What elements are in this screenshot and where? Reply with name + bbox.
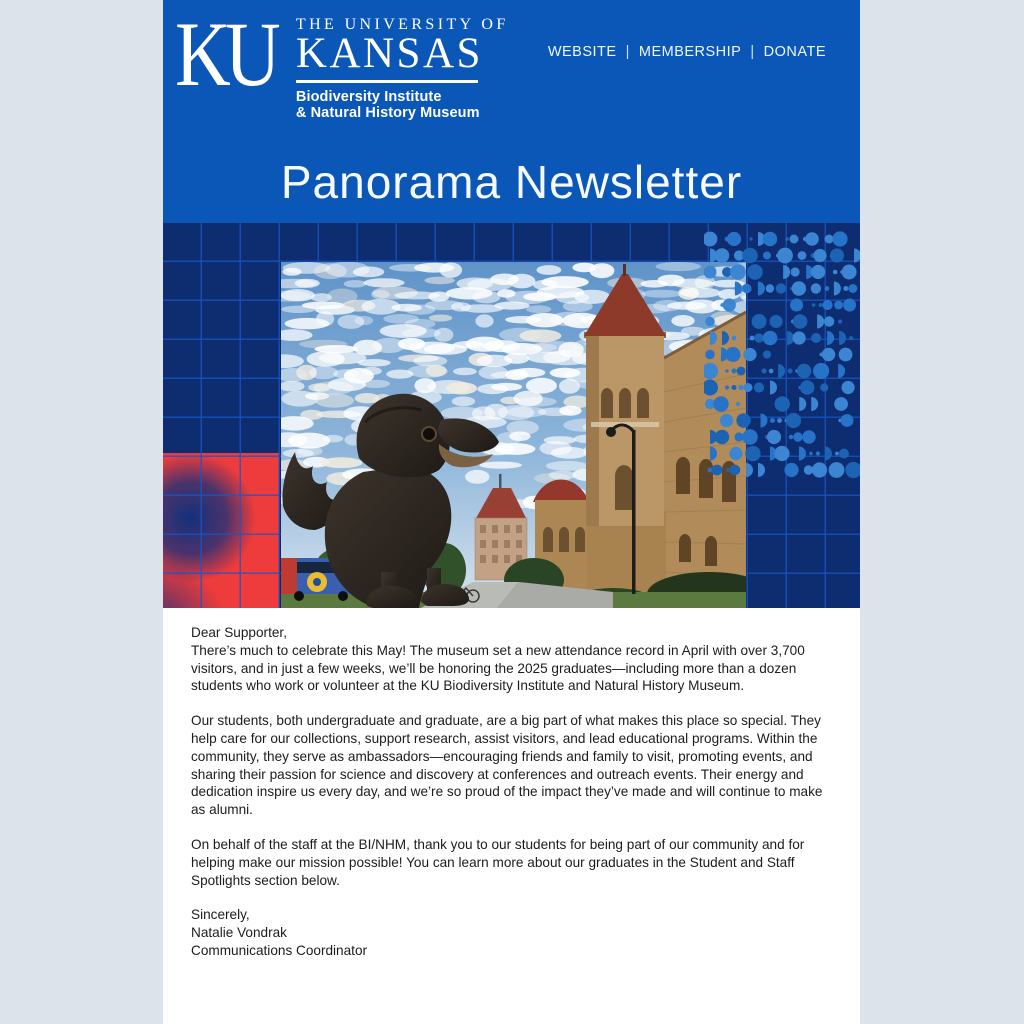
header-nav — [548, 44, 826, 60]
closing-line: Sincerely, — [191, 907, 250, 923]
email-newsletter — [163, 0, 860, 1024]
nav-link-website[interactable]: WEBSITE — [547, 44, 617, 60]
nav-link-donate[interactable]: DONATE — [763, 44, 826, 60]
logo-unit-name: Biodiversity Institute & Natural History Museum — [295, 88, 480, 121]
body-paragraph: Our students, both undergraduate and graduate, are a big part of what makes this place so special. They help care for our collections, support research, assist visitors, and lead educational programs. Within the community, they serve as ambassadors—encouraging friends and family to visit, promoting events, and sharing their passion for science and discovery at conferences and outreach events. Their energy and dedication inspire us every day, and we’re so proud of the impact they’ve made and will continue to make as alumni. — [191, 713, 823, 818]
letter-body — [163, 608, 860, 960]
ku-logo — [175, 3, 509, 122]
newsletter-header — [163, 0, 860, 223]
letter-paragraphs — [191, 642, 828, 890]
hero-banner — [163, 223, 860, 608]
jayhawk-statue-dyche-hall-photo — [281, 262, 746, 608]
letter-closing — [191, 906, 828, 959]
nav-separator: | — [750, 44, 755, 60]
ku-monogram-icon: KU — [175, 3, 275, 105]
closing-line: Communications Coordinator — [191, 942, 368, 958]
salutation: Dear Supporter, — [191, 625, 287, 640]
nav-separator: | — [625, 44, 630, 60]
logo-kansas: KANSAS — [295, 30, 483, 77]
body-paragraph: There’s much to celebrate this May! The museum set a new attendance record in April with over 3,700 visitors, and in just a few weeks, we’ll be honoring the 2025 graduates—including more than a dozen students who work or volunteer at the KU Biodiversity Institute and Natural History Museum. — [191, 642, 805, 694]
nav-link-membership[interactable]: MEMBERSHIP — [638, 44, 742, 60]
newsletter-title: Panorama Newsletter — [280, 156, 743, 208]
closing-line: Natalie Vondrak — [191, 925, 287, 941]
body-paragraph: On behalf of the staff at the BI/NHM, thank you to our students for being part of our community and for helping make our mission possible! You can learn more about our graduates in the Student and Staff Spotlights section below. — [191, 836, 805, 888]
halftone-dots-pattern — [704, 227, 860, 479]
logo-university-of: THE UNIVERSITY OF — [295, 16, 509, 33]
logo-divider — [296, 80, 478, 83]
